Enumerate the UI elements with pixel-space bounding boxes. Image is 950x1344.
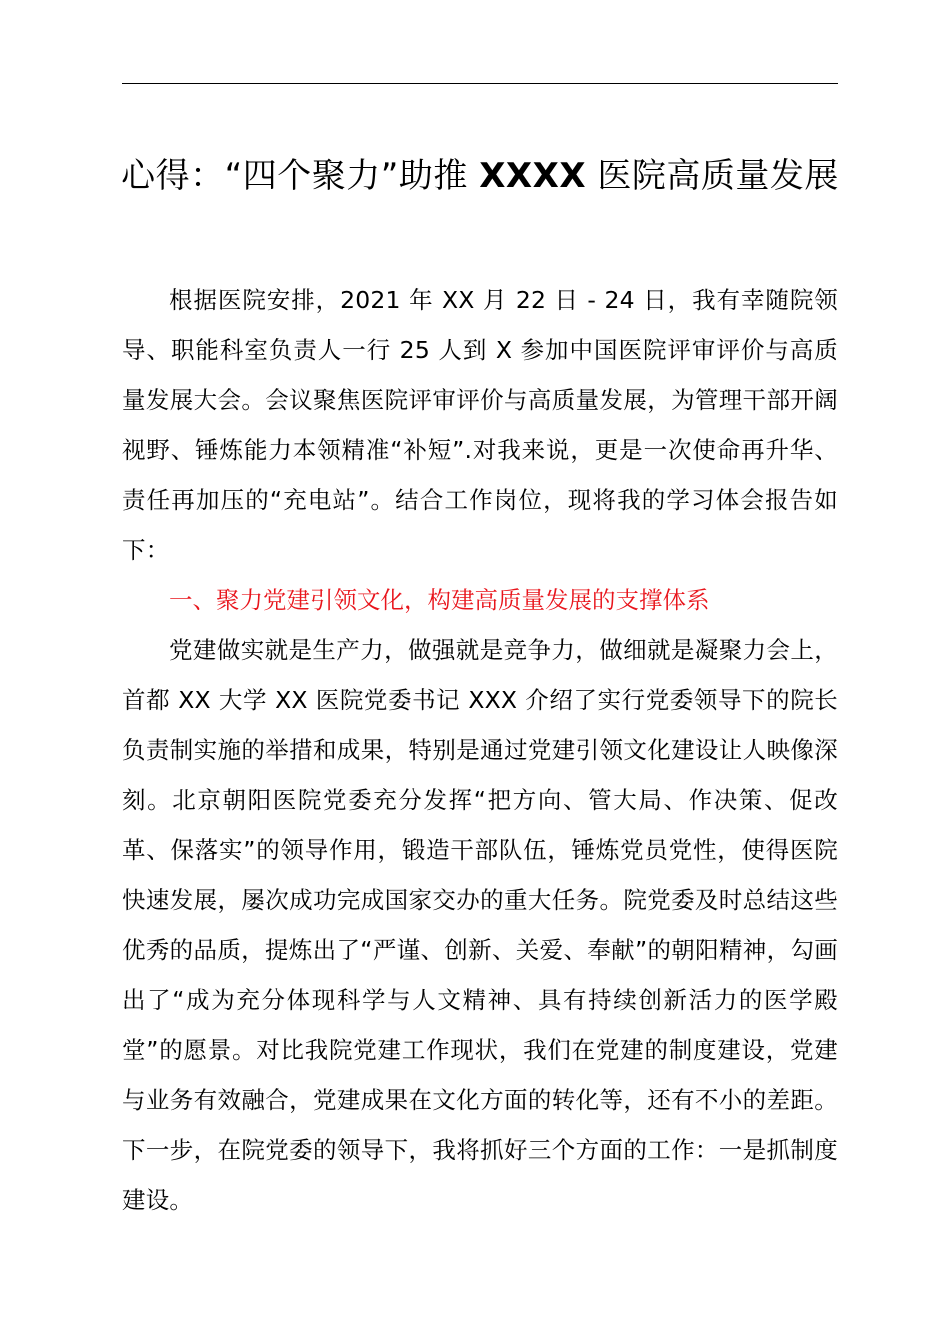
header-rule <box>122 83 838 84</box>
section-heading: 一、聚力党建引领文化，构建高质量发展的支撑体系 <box>169 586 710 614</box>
title-suffix: 医院高质量发展 <box>586 156 839 196</box>
intro-paragraph: 根据医院安排，2021 年 XX 月 22 日 - 24 日，我有幸随院领导、职能科室负责人一行 25 人到 X 参加中国医院评审评价与高质量发展大会。会议聚焦医院评审评价与高质量发展，为管理干部开阔视野、锤炼能力本领精准“补短”.对我来说，更是一次使命再升华、责任再加压的“充电站”。结合工作岗位，现将我的学习体会报告如下： <box>122 286 838 564</box>
section-paragraph: 党建做实就是生产力，做强就是竞争力，做细就是凝聚力会上，首都 XX 大学 XX 医院党委书记 XXX 介绍了实行党委领导下的院长负责制实施的举措和成果，特别是通过党建引领文化建设让人映像深刻。北京朝阳医院党委充分发挥“把方向、管大局、作决策、促改革、保落实”的领导作用，锻造干部队伍，锤炼党员党性，使得医院快速发展，屡次成功完成国家交办的重大任务。院党委及时总结这些优秀的品质，提炼出了“严谨、创新、关爱、奉献”的朝阳精神，勾画出了“成为充分体现科学与人文精神、具有持续创新活力的医学殿堂”的愿景。对比我院党建工作现状，我们在党建的制度建设，党建与业务有效融合，党建成果在文化方面的转化等，还有不小的差距。下一步，在院党委的领导下，我将抓好三个方面的工作：一是抓制度建设。 <box>122 636 838 1214</box>
title-bold: XXXX <box>479 156 587 196</box>
document-title <box>110 150 850 202</box>
document-body <box>122 275 838 1225</box>
title-prefix: 心得：“四个聚力”助推 <box>121 156 480 196</box>
